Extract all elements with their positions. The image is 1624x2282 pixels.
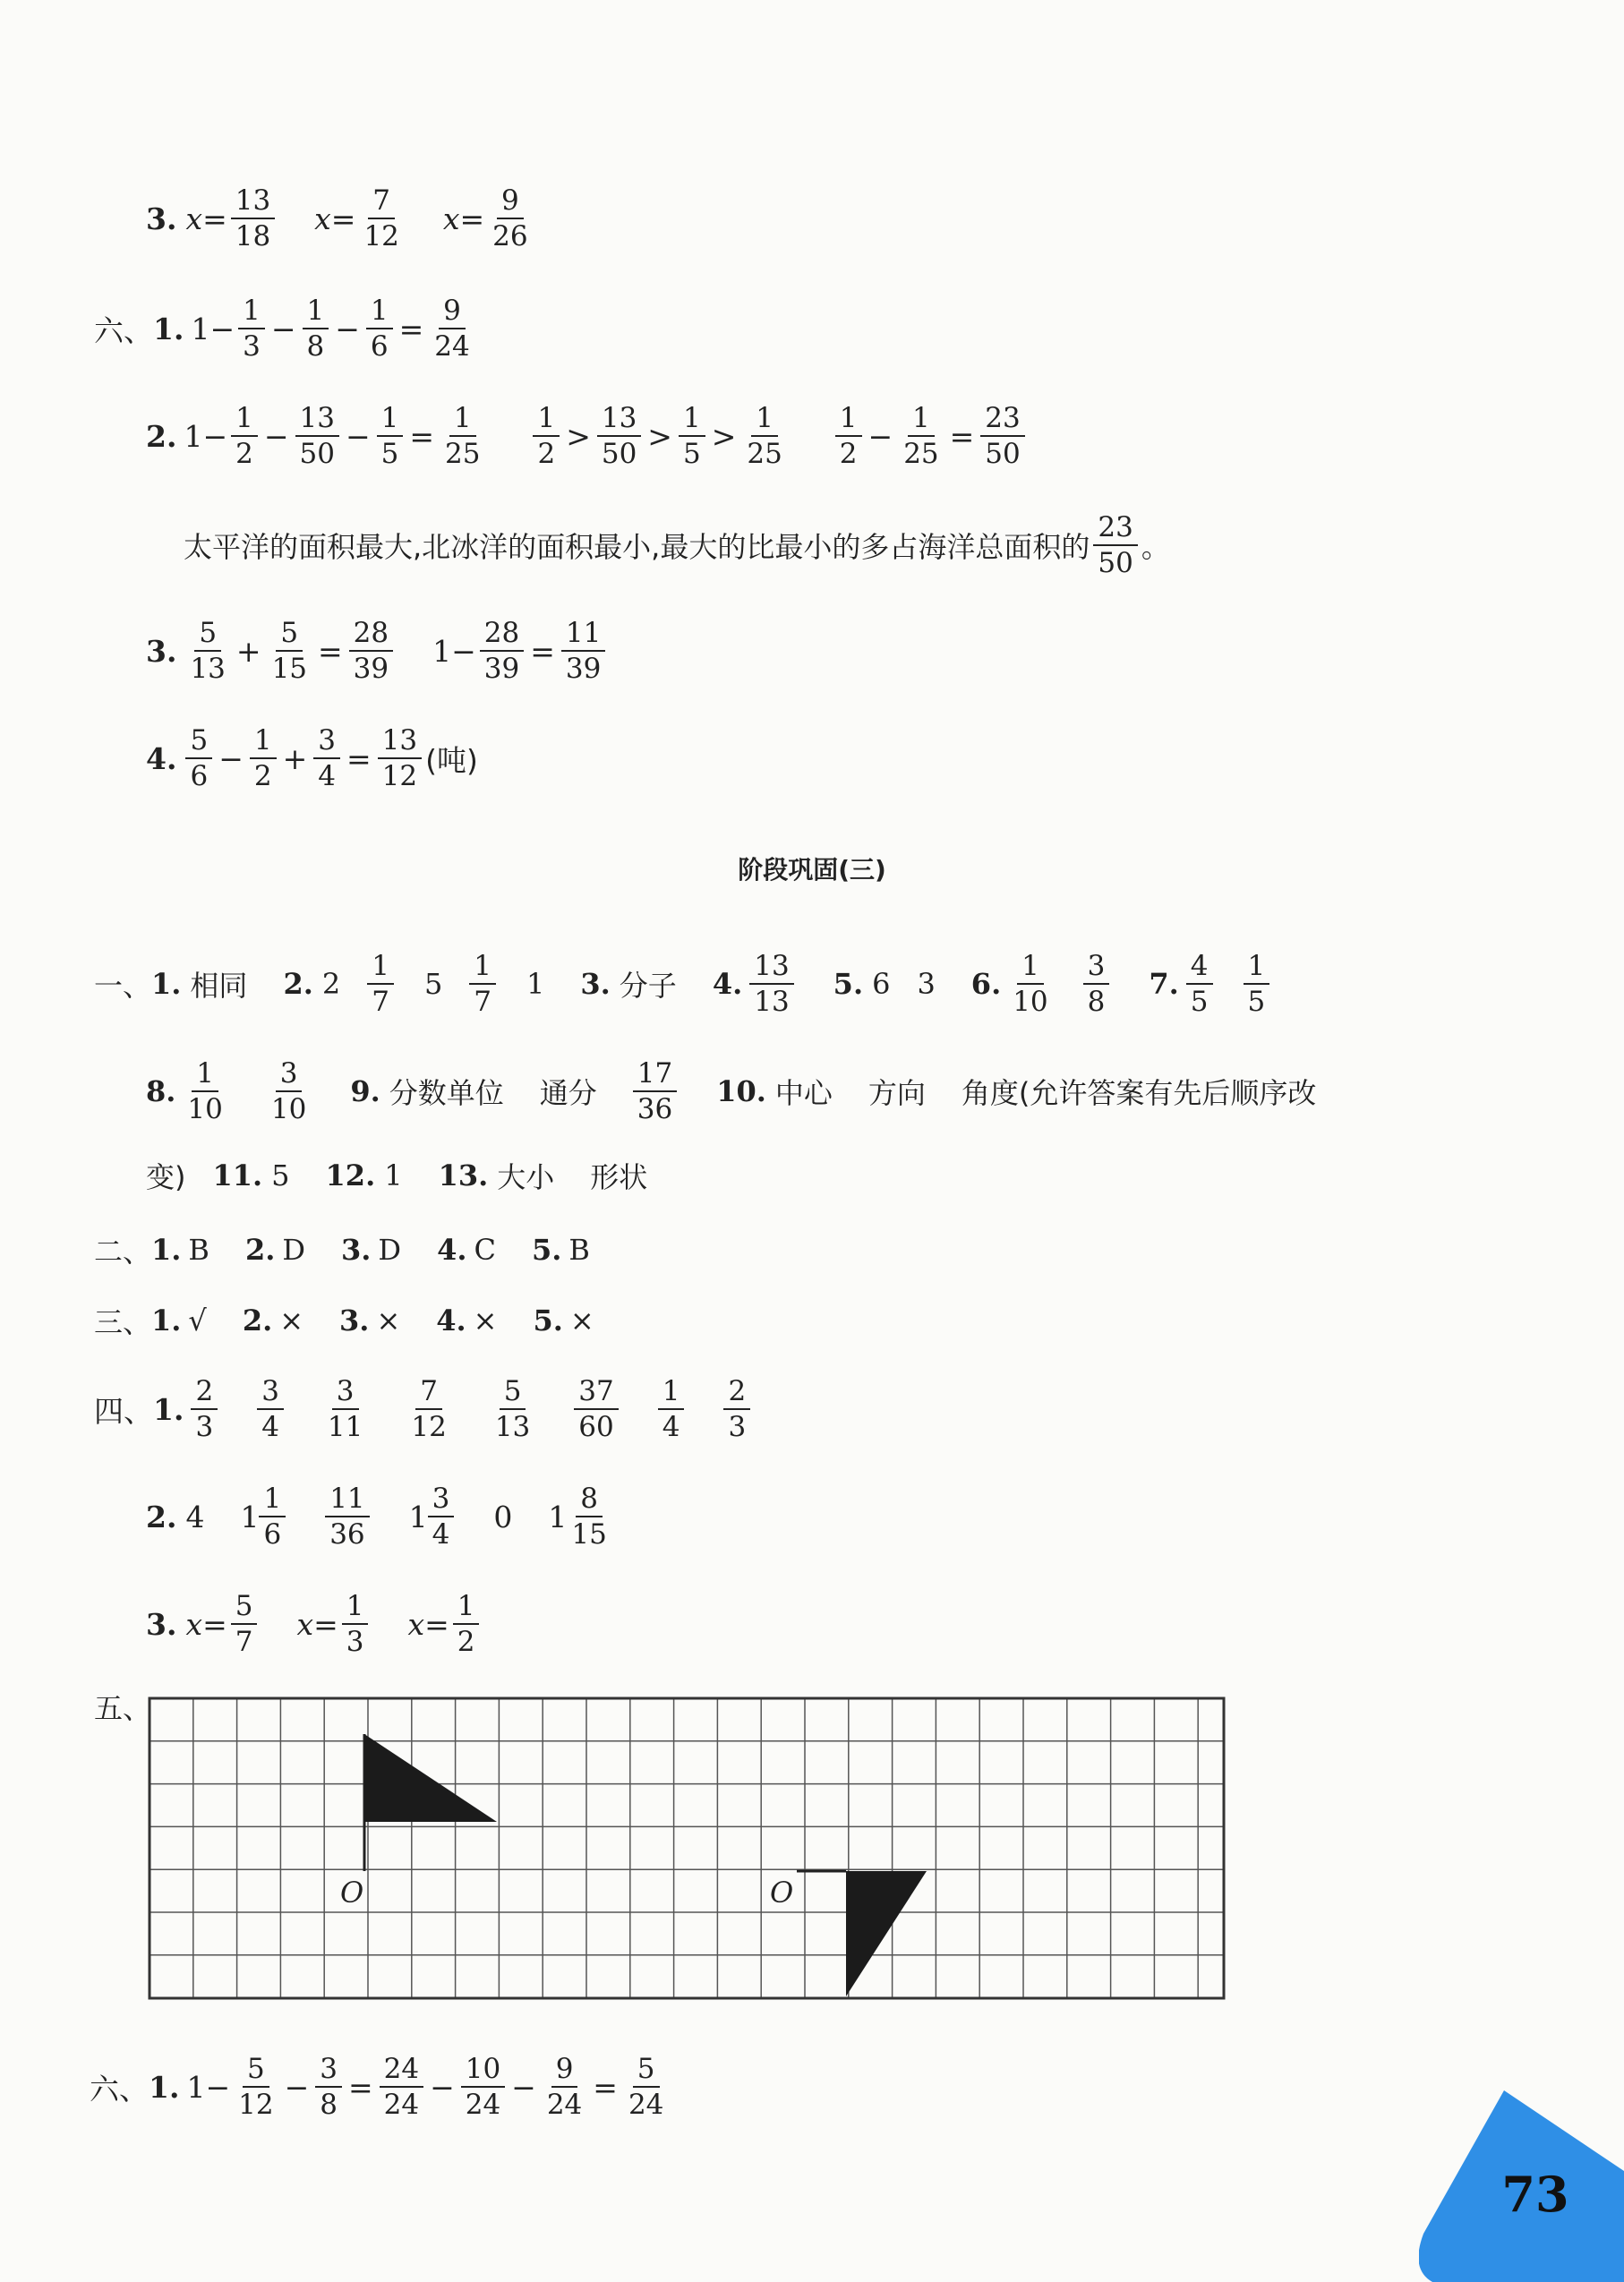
s4-q3: 3. x= $\frac{5}{7}$ x= $\frac{1}{3}$ x= $\frac{1}{2}$ bbox=[146, 1589, 483, 1659]
s1-line3: 变) 11. 5 12. 1 13. 大小 形状 bbox=[146, 1158, 648, 1194]
s1-line2: 8. $\frac{1}{10}$ $\frac{3}{10}$ 9. 分数单位 通分 $\frac{17}{36}$ 10. 中心 方向 角度(允许答案有先后顺序改 bbox=[146, 1057, 1317, 1125]
prev-q3: 3. x= $\frac{13}{18}$ x= $\frac{7}{12}$ x= $\frac{9}{26}$ bbox=[146, 184, 536, 253]
fraction: $\frac{7}{12}$ bbox=[363, 184, 399, 252]
prev-s6-q2-text: 太平洋的面积最大,北冰洋的面积最小,最大的比最小的多占海洋总面积的 $\frac{23}{50}$ 。 bbox=[184, 511, 1170, 579]
page-number: 73 bbox=[1501, 2166, 1569, 2223]
s2-line: 二、 1. B 2. D 3. D 4. C 5. B bbox=[94, 1233, 590, 1269]
prev-s6-q2: 2. 1− $\frac{1}{2}$ − $\frac{13}{50}$ − $\frac{1}{5}$ = $\frac{1}{25}$ $\frac{1}{2}$ > $\frac{13}{50}$ > $\frac{1}{5}$ > $\frac{1}{25}$ $\frac{1}{2}$ − $\frac{1}{25}$ = $\frac{23}{50}$ bbox=[146, 401, 1029, 471]
s1-line1: 一、 1. 相同 2. 2 $\frac{1}{7}$ 5 $\frac{1}{7}$ 1 3. 分子 4. $\frac{13}{13}$ 5. 6 3 6. $\frac{1}{10}$ $\frac{3}{8}$ 7. $\frac{4}{5}$ $\frac{1}{5}$ bbox=[94, 949, 1273, 1019]
origin-label-right: O bbox=[770, 1876, 794, 1910]
s6-q1: 六、 1. 1− $\frac{5}{12}$ − $\frac{3}{8}$ = $\frac{24}{24}$ − $\frac{10}{24}$ − $\frac{9}{24}$ = $\frac{5}{24}$ bbox=[90, 2053, 664, 2121]
fraction: $\frac{9}{26}$ bbox=[492, 184, 528, 252]
s3-line: 三、 1. √ 2. × 3. × 4. × 5. × bbox=[94, 1303, 594, 1339]
s5-label: 五、 bbox=[94, 1691, 152, 1725]
origin-label-left: O bbox=[340, 1876, 364, 1910]
rotation-grid bbox=[148, 1697, 1231, 2005]
s4-q1: 四、 1. $\frac{2}{3}$ $\frac{3}{4}$ $\frac{3}{11}$ $\frac{7}{12}$ $\frac{5}{13}$ $\frac{37}{60}$ $\frac{1}{4}$ $\frac{2}{3}$ bbox=[94, 1374, 754, 1444]
section-title: 阶段巩固(三) bbox=[738, 855, 886, 885]
s4-q2: 2. 4 1 $\frac{1}{6}$ $\frac{11}{36}$ 1 $\frac{3}{4}$ 0 1 $\frac{8}{15}$ bbox=[146, 1483, 607, 1551]
prev-s6-q1: 六、 1. 1− $\frac{1}{3}$ − $\frac{1}{8}$ − $\frac{1}{6}$ = $\frac{9}{24}$ bbox=[94, 295, 470, 363]
page-number-badge bbox=[1419, 2090, 1624, 2282]
right-triangle bbox=[846, 1871, 927, 1996]
prev-s6-q4: 4. $\frac{5}{6}$ − $\frac{1}{2}$ + $\frac{3}{4}$ = $\frac{13}{12}$ (吨) bbox=[146, 724, 478, 792]
prev-s6-q3: 3. $\frac{5}{13}$ + $\frac{5}{15}$ = $\frac{28}{39}$ 1− $\frac{28}{39}$ = $\frac{11}{39}$ bbox=[146, 616, 609, 686]
left-triangle bbox=[364, 1734, 497, 1822]
fraction: $\frac{13}{18}$ bbox=[231, 184, 275, 253]
